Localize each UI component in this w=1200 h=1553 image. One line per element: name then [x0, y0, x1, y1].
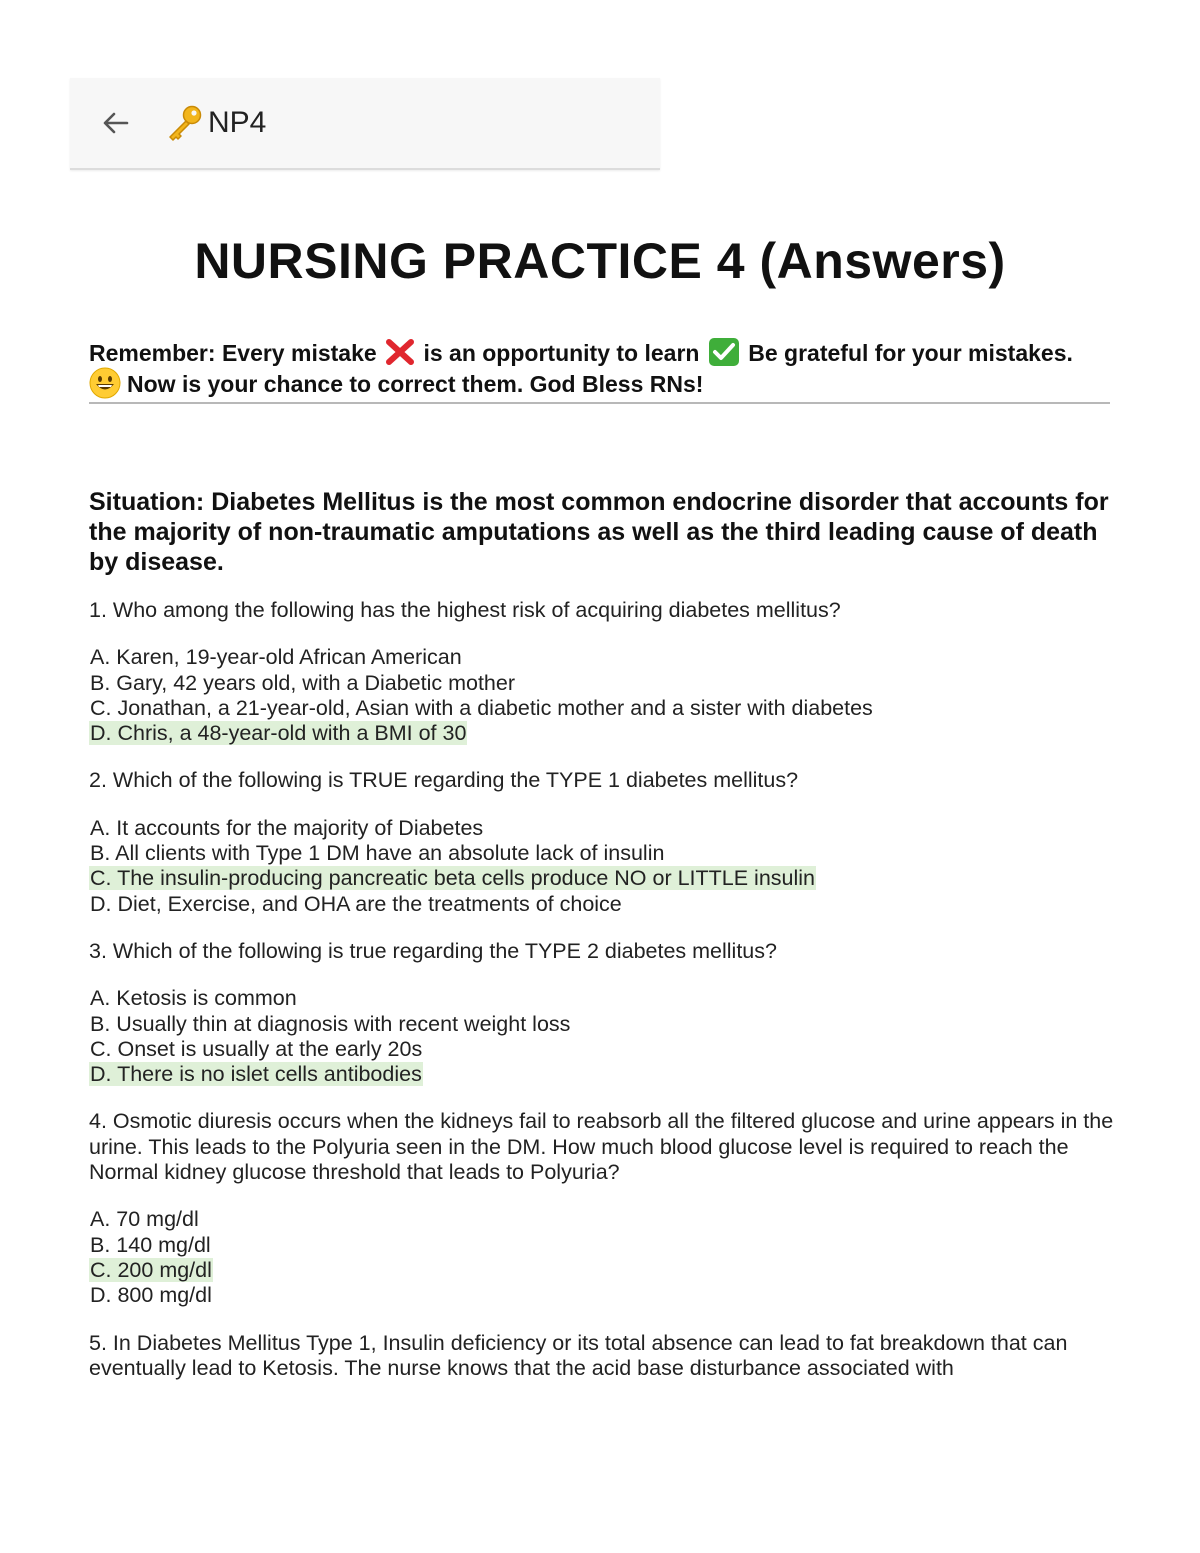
option-label: A. Ketosis is common	[90, 986, 297, 1011]
question-text: 4. Osmotic diuresis occurs when the kidneys fail to reabsorb all the filtered glucose and urine appears in the urine. This leads to the Polyuria seen in the DM. How much blood glucose level is required to reach the Normal kidney glucose threshold that leads to Polyuria?	[89, 1109, 1114, 1185]
answer-option	[89, 671, 1119, 696]
option-label: C. Onset is usually at the early 20s	[90, 1036, 423, 1061]
remember-text-3: Be grateful for your mistakes.	[748, 340, 1073, 366]
option-label: A. 70 mg/dl	[90, 1207, 199, 1232]
answer-option	[89, 986, 1119, 1011]
options-list	[89, 986, 1119, 1087]
option-label: C. 200 mg/dl	[90, 1257, 212, 1282]
grinning-face-icon	[89, 367, 121, 399]
answer-option	[89, 1233, 1119, 1258]
option-label: D. Diet, Exercise, and OHA are the treatments of choice	[90, 891, 622, 916]
option-label: C. Jonathan, a 21-year-old, Asian with a diabetic mother and a sister with diabetes	[90, 695, 873, 720]
answer-option	[89, 645, 1119, 670]
correct-answer-option	[89, 721, 1119, 746]
question-text: 3. Which of the following is true regarding the TYPE 2 diabetes mellitus?	[89, 938, 777, 963]
options-list	[89, 1207, 1119, 1308]
options-list	[89, 645, 1119, 746]
answer-option	[89, 816, 1119, 841]
question-text: 1. Who among the following has the highest risk of acquiring diabetes mellitus?	[89, 598, 841, 622]
cross-mark-icon	[385, 339, 415, 365]
arrow-left-icon	[101, 108, 131, 138]
answer-option	[89, 1207, 1119, 1232]
answer-option	[89, 1283, 1119, 1308]
remember-text-4: Now is your chance to correct them. God Bless RNs!	[127, 371, 704, 397]
answer-option	[89, 892, 1119, 917]
correct-answer-option	[89, 1258, 1119, 1283]
situation-text: Situation: Diabetes Mellitus is the most common endocrine disorder that accounts for the majority of non-traumatic amputations as well as the third leading cause of death by disease.	[89, 488, 1109, 576]
option-label: C. The insulin-producing pancreatic beta cells produce NO or LITTLE insulin	[90, 866, 815, 891]
back-button[interactable]	[98, 105, 134, 141]
option-label: A. Karen, 19-year-old African American	[90, 645, 462, 670]
option-label: D. Chris, a 48-year-old with a BMI of 30	[90, 721, 467, 746]
option-label: B. All clients with Type 1 DM have an absolute lack of insulin	[90, 841, 665, 866]
remember-label: Remember:	[89, 340, 216, 366]
option-label: D. 800 mg/dl	[90, 1283, 212, 1308]
divider	[89, 402, 1110, 404]
correct-answer-option	[89, 866, 1119, 891]
correct-answer-option	[89, 1062, 1119, 1087]
answer-option	[89, 696, 1119, 721]
option-label: B. Gary, 42 years old, with a Diabetic mother	[90, 670, 516, 695]
document-title: NURSING PRACTICE 4 (Answers)	[194, 233, 1006, 289]
remember-text-2: is an opportunity to learn	[423, 340, 700, 366]
option-label: B. Usually thin at diagnosis with recent weight loss	[90, 1011, 571, 1036]
option-label: B. 140 mg/dl	[90, 1232, 211, 1257]
answer-option	[89, 1037, 1119, 1062]
option-label: D. There is no islet cells antibodies	[90, 1062, 422, 1087]
option-label: A. It accounts for the majority of Diabetes	[90, 815, 484, 840]
answer-option	[89, 1012, 1119, 1037]
options-list	[89, 816, 1119, 917]
top-bar	[70, 78, 660, 170]
remember-note	[89, 337, 1119, 399]
question-text: 5. In Diabetes Mellitus Type 1, Insulin deficiency or its total absence can lead to fat breakdown that can eventually lead to Ketosis. The nurse knows that the acid base disturbance associated with	[89, 1330, 1068, 1380]
key-icon	[164, 103, 204, 143]
answer-option	[89, 841, 1119, 866]
check-mark-icon	[708, 337, 740, 367]
page-title: NP4	[208, 106, 267, 139]
questions-list	[89, 598, 1119, 1403]
remember-text-1: Every mistake	[221, 340, 377, 366]
question-text: 2. Which of the following is TRUE regarding the TYPE 1 diabetes mellitus?	[89, 768, 799, 793]
